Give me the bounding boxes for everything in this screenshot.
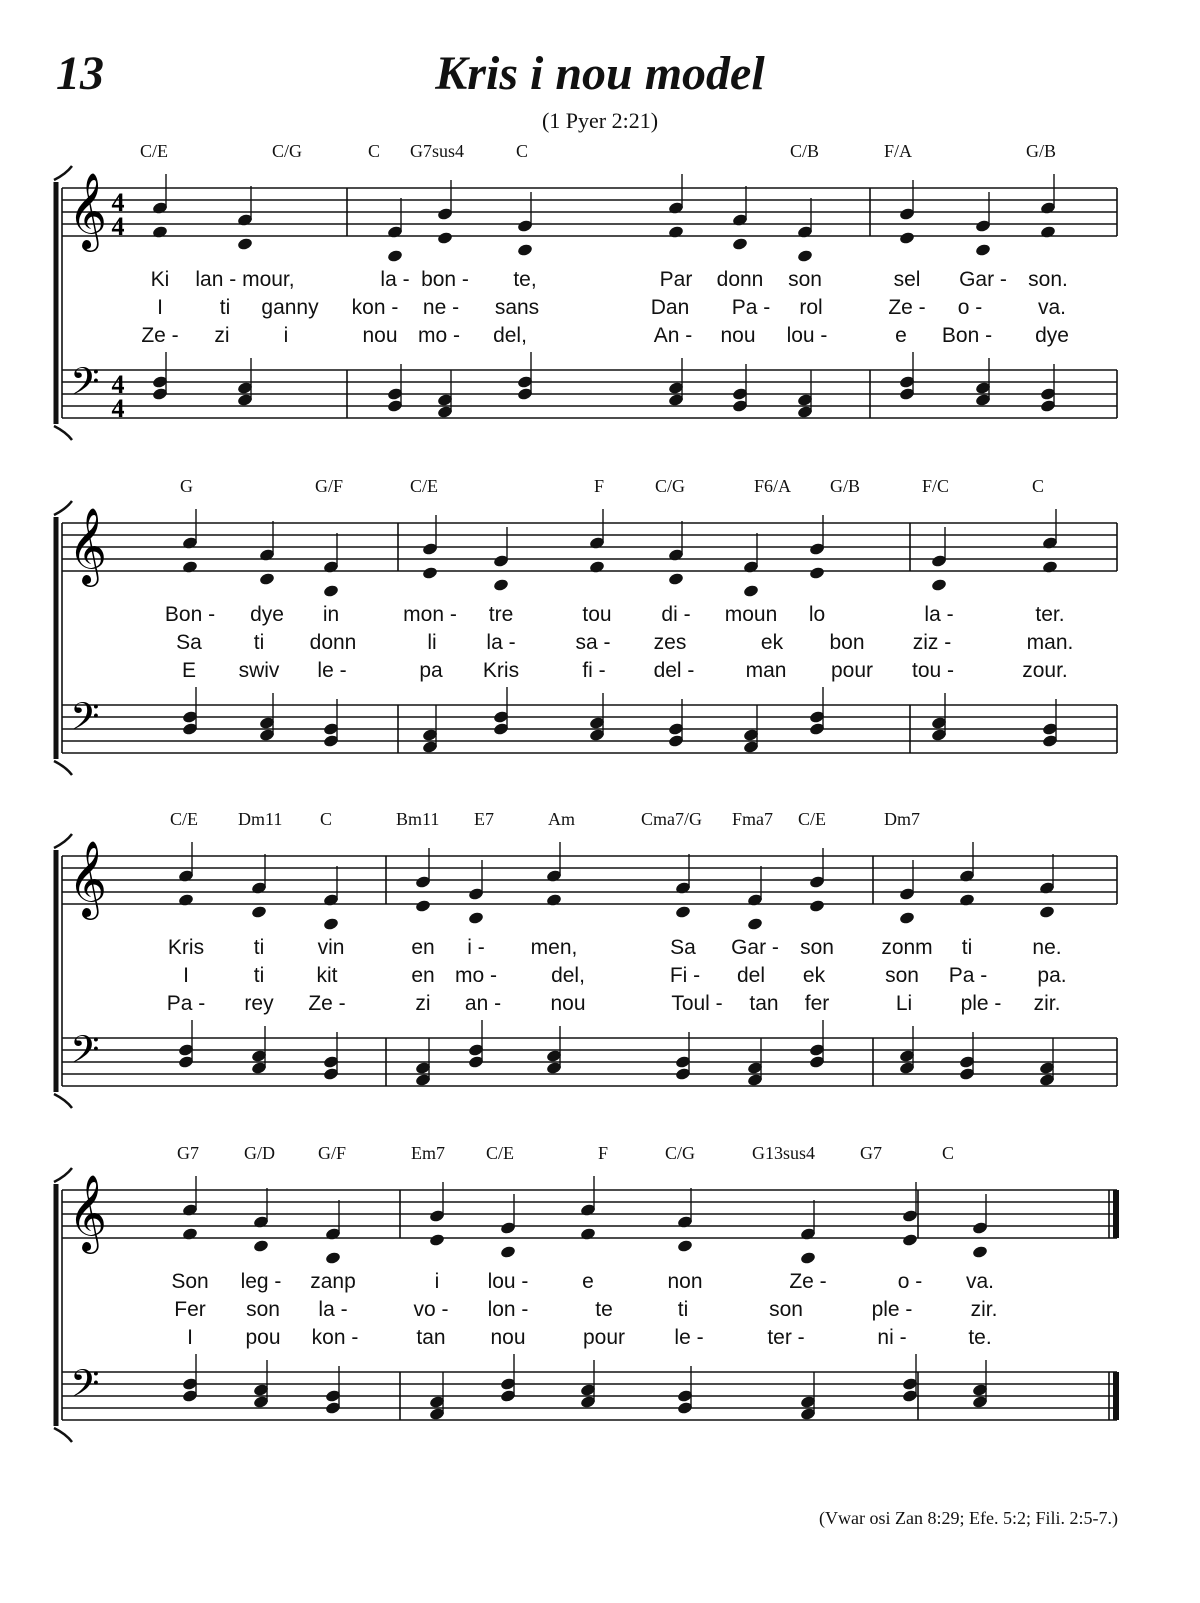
lyric-verse-1-syllable: lan - mour, (195, 268, 295, 291)
lyric-verse-2-syllable: Fer (174, 1298, 206, 1321)
chord-symbol: G7 (860, 1143, 882, 1163)
chord-symbol: F (594, 476, 605, 496)
chord-symbol: G/D (244, 1143, 275, 1163)
chord-symbol: G (180, 476, 193, 496)
treble-notehead (899, 911, 916, 925)
lyric-verse-2-syllable: donn (309, 631, 357, 654)
lyric-verse-2-syllable: del (736, 964, 766, 987)
chord-symbol: C/B (790, 141, 820, 161)
bass-clef-icon: 𝄢 (70, 1027, 100, 1081)
treble-notehead (1039, 905, 1056, 919)
lyric-verse-1-syllable: Gar - (731, 936, 779, 959)
music-system-3 (0, 808, 1200, 1128)
lyric-verse-3-syllable: zi (415, 992, 431, 1015)
treble-notehead (253, 1239, 270, 1253)
lyric-verse-2-syllable: ne - (422, 296, 460, 319)
treble-notehead (975, 243, 992, 257)
treble-notehead (517, 243, 534, 257)
lyric-verse-3-syllable: lou - (786, 324, 828, 347)
music-system-2 (0, 475, 1200, 795)
treble-notehead (959, 893, 976, 907)
chord-symbol: G/B (830, 476, 861, 496)
treble-notehead (677, 1239, 694, 1253)
hymn-title: Kris i nou model (435, 47, 765, 100)
treble-notehead (797, 249, 814, 263)
lyric-verse-1-syllable: bon - (421, 268, 469, 291)
chord-symbol: F (598, 1143, 609, 1163)
lyric-verse-1-syllable: vin (317, 936, 345, 959)
lyric-verse-2-syllable: man. (1026, 631, 1074, 654)
chord-symbol: Bm11 (396, 809, 440, 829)
lyric-verse-2-syllable: ti (253, 631, 265, 654)
lyric-verse-3-syllable: Toul - (671, 992, 723, 1015)
chord-symbol: Em7 (411, 1143, 445, 1163)
lyric-verse-2-syllable: Pa - (731, 296, 771, 319)
lyric-verse-2-syllable: zir. (970, 1298, 998, 1321)
chord-symbol: C (516, 141, 529, 161)
lyric-verse-3-syllable: man (745, 659, 787, 682)
time-signature-denominator: 4 (111, 212, 125, 241)
lyric-verse-1-syllable: leg - (240, 1270, 282, 1293)
lyric-verse-3-syllable: an - (464, 992, 502, 1015)
chord-symbol: Dm11 (238, 809, 283, 829)
lyric-verse-3-syllable: te. (968, 1326, 992, 1349)
lyric-verse-2-syllable: Pa - (948, 964, 988, 987)
lyric-verse-1-syllable: tre (488, 603, 514, 626)
chord-symbol: F/C (922, 476, 950, 496)
lyric-verse-2-syllable: ziz - (912, 631, 952, 654)
chord-symbol: G/F (315, 476, 344, 496)
lyric-verse-3-syllable: mo - (418, 324, 460, 347)
lyric-verse-3-syllable: rey (244, 992, 274, 1015)
lyric-verse-1-syllable: i (434, 1270, 440, 1293)
bass-clef-icon: 𝄢 (70, 359, 100, 413)
treble-notehead (259, 572, 276, 586)
lyric-verse-2-syllable: sans (494, 296, 540, 319)
treble-notehead (437, 231, 454, 245)
lyric-verse-2-syllable: ti (253, 964, 265, 987)
lyric-verse-1-syllable: son (788, 268, 822, 291)
bass-clef-icon: 𝄢 (70, 1361, 100, 1415)
lyric-verse-2-syllable: I (157, 296, 163, 319)
lyric-verse-1-syllable: Ki (150, 268, 170, 291)
treble-notehead (429, 1233, 446, 1247)
treble-notehead (668, 225, 685, 239)
lyric-verse-2-syllable: zes (653, 631, 687, 654)
treble-notehead (809, 899, 826, 913)
lyric-verse-1-syllable: son. (1028, 268, 1068, 291)
chord-symbol: F/A (884, 141, 913, 161)
treble-clef-icon: 𝄞 (68, 1174, 108, 1251)
treble-notehead (902, 1233, 919, 1247)
lyric-verse-2-syllable: ek (760, 631, 784, 654)
lyric-verse-3-syllable: An - (653, 324, 693, 347)
lyric-verse-3-syllable: zi (214, 324, 230, 347)
lyric-verse-3-syllable: I (187, 1326, 193, 1349)
treble-notehead (589, 560, 606, 574)
lyric-verse-1-syllable: men, (530, 936, 578, 959)
lyric-verse-1-syllable: lo (808, 603, 826, 626)
chord-symbol: F6/A (754, 476, 792, 496)
lyric-verse-1-syllable: va. (965, 1270, 995, 1293)
chord-symbol: G/B (1026, 141, 1057, 161)
chord-symbol: Dm7 (884, 809, 920, 829)
chord-symbol: C (320, 809, 333, 829)
chord-symbol: G13sus4 (752, 1143, 816, 1163)
lyric-verse-2-syllable: del, (551, 964, 585, 987)
bass-clef-icon: 𝄢 (70, 694, 100, 748)
lyric-verse-3-syllable: ter - (767, 1326, 805, 1349)
lyric-verse-1-syllable: Kris (167, 936, 205, 959)
lyric-verse-2-syllable: la - (486, 631, 516, 654)
lyric-verse-3-syllable: le - (317, 659, 347, 682)
chord-symbol: G/F (318, 1143, 347, 1163)
chord-symbol: G7sus4 (410, 141, 465, 161)
lyric-verse-1-syllable: Gar - (959, 268, 1007, 291)
treble-notehead (800, 1251, 817, 1265)
treble-notehead (251, 905, 268, 919)
treble-notehead (152, 225, 169, 239)
lyric-verse-2-syllable: vo - (413, 1298, 449, 1321)
lyric-verse-1-syllable: in (322, 603, 340, 626)
lyric-verse-1-syllable: dye (250, 603, 284, 626)
treble-notehead (1042, 560, 1059, 574)
lyric-verse-3-syllable: nou (362, 324, 398, 347)
lyric-verse-1-syllable: donn (716, 268, 764, 291)
lyric-verse-1-syllable: la - (380, 268, 410, 291)
lyric-verse-1-syllable: te, (513, 268, 537, 291)
staff-lines (0, 808, 1200, 1128)
treble-notehead (580, 1227, 597, 1241)
lyric-verse-3-syllable: ni - (877, 1326, 907, 1349)
music-system-1 (0, 140, 1200, 460)
treble-clef-icon: 𝄞 (68, 507, 108, 584)
treble-notehead (182, 560, 199, 574)
lyric-verse-1-syllable: Sa (670, 936, 696, 959)
lyric-verse-3-syllable: pa (419, 659, 443, 682)
lyric-verse-3-syllable: zour. (1022, 659, 1068, 682)
lyric-verse-2-syllable: son (769, 1298, 803, 1321)
lyric-verse-3-syllable: e (895, 324, 907, 347)
treble-notehead (422, 566, 439, 580)
treble-notehead (325, 1251, 342, 1265)
treble-notehead (931, 578, 948, 592)
lyric-verse-3-syllable: Ze - (141, 324, 179, 347)
lyric-verse-2-syllable: pa. (1037, 964, 1067, 987)
lyric-verse-2-syllable: kit (316, 964, 338, 987)
lyric-verse-2-syllable: lon - (487, 1298, 529, 1321)
lyric-verse-1-syllable: lou - (487, 1270, 529, 1293)
lyric-verse-1-syllable: ti (253, 936, 265, 959)
lyric-verse-2-syllable: o - (957, 296, 983, 319)
chord-symbol: C/E (486, 1143, 515, 1163)
lyric-verse-2-syllable: ple - (871, 1298, 913, 1321)
lyric-verse-1-syllable: sel (893, 268, 921, 291)
treble-notehead (732, 237, 749, 251)
treble-notehead (546, 893, 563, 907)
treble-notehead (237, 237, 254, 251)
treble-notehead (972, 1245, 989, 1259)
lyric-verse-3-syllable: kon - (311, 1326, 359, 1349)
chord-symbol: C/G (665, 1143, 696, 1163)
lyric-verse-3-syllable: del - (653, 659, 695, 682)
lyric-verse-1-syllable: i - (467, 936, 485, 959)
lyric-verse-2-syllable: Dan (650, 296, 690, 319)
treble-notehead (747, 917, 764, 931)
lyric-verse-2-syllable: I (183, 964, 189, 987)
lyric-verse-2-syllable: ti (677, 1298, 689, 1321)
chord-symbol: Fma7 (732, 809, 774, 829)
lyric-verse-3-syllable: dye (1035, 324, 1069, 347)
lyric-verse-1-syllable: Par (659, 268, 693, 291)
chord-symbol: C/G (272, 141, 303, 161)
lyric-verse-2-syllable: rol (799, 296, 823, 319)
lyric-verse-2-syllable: en (411, 964, 435, 987)
lyric-verse-1-syllable: ti (961, 936, 973, 959)
lyric-verse-2-syllable: kon - (351, 296, 399, 319)
time-signature-denominator: 4 (111, 394, 125, 423)
treble-notehead (387, 249, 404, 263)
lyric-verse-2-syllable: mo - (455, 964, 497, 987)
lyric-verse-2-syllable: Ze - (888, 296, 926, 319)
lyric-verse-3-syllable: pou (245, 1326, 281, 1349)
lyric-verse-3-syllable: ple - (960, 992, 1002, 1015)
lyric-verse-2-syllable: son (885, 964, 919, 987)
chord-symbol: C (368, 141, 381, 161)
lyric-verse-1-syllable: ne. (1032, 936, 1062, 959)
lyric-verse-3-syllable: Ze - (308, 992, 346, 1015)
treble-notehead (899, 231, 916, 245)
treble-notehead (493, 578, 510, 592)
lyric-verse-3-syllable: tan (416, 1326, 446, 1349)
lyric-verse-3-syllable: fer (804, 992, 830, 1015)
lyric-verse-2-syllable: son (246, 1298, 280, 1321)
treble-clef-icon: 𝄞 (68, 172, 108, 249)
cross-references: (Vwar osi Zan 8:29; Efe. 5:2; Fili. 2:5-7.) (819, 1508, 1118, 1528)
lyric-verse-3-syllable: fi - (582, 659, 606, 682)
treble-notehead (809, 566, 826, 580)
lyric-verse-3-syllable: swiv (238, 659, 280, 682)
lyric-verse-3-syllable: pour (582, 1326, 626, 1349)
treble-notehead (182, 1227, 199, 1241)
chord-symbol: G7 (177, 1143, 199, 1163)
lyric-verse-2-syllable: li (427, 631, 437, 654)
lyric-verse-1-syllable: zanp (310, 1270, 356, 1293)
treble-notehead (178, 893, 195, 907)
lyric-verse-2-syllable: ek (802, 964, 826, 987)
hymn-number: 13 (56, 47, 104, 100)
lyric-verse-1-syllable: Son (171, 1270, 209, 1293)
treble-notehead (323, 917, 340, 931)
lyric-verse-3-syllable: Li (895, 992, 913, 1015)
lyric-verse-1-syllable: en (411, 936, 435, 959)
time-signature-numerator: 4 (111, 188, 125, 217)
lyric-verse-3-syllable: Kris (482, 659, 520, 682)
music-system-4 (0, 1142, 1200, 1462)
lyric-verse-1-syllable: Bon - (164, 603, 216, 626)
staff-lines (0, 140, 1200, 460)
lyric-verse-2-syllable: sa - (575, 631, 611, 654)
lyric-verse-2-syllable: va. (1037, 296, 1067, 319)
chord-symbol: Cma7/G (641, 809, 702, 829)
chord-symbol: E7 (474, 809, 494, 829)
lyric-verse-1-syllable: moun (724, 603, 778, 626)
treble-notehead (743, 584, 760, 598)
chord-symbol: C (942, 1143, 955, 1163)
lyric-verse-1-syllable: e (582, 1270, 594, 1293)
lyric-verse-3-syllable: le - (674, 1326, 704, 1349)
lyric-verse-3-syllable: nou (550, 992, 586, 1015)
lyric-verse-1-syllable: zonm (881, 936, 933, 959)
lyric-verse-3-syllable: zir. (1033, 992, 1061, 1015)
lyric-verse-3-syllable: tou - (911, 659, 955, 682)
lyric-verse-2-syllable: Sa (176, 631, 202, 654)
lyric-verse-2-syllable: ti (219, 296, 231, 319)
lyric-verse-1-syllable: tou (582, 603, 612, 626)
lyric-verse-3-syllable: E (181, 659, 197, 682)
treble-notehead (415, 899, 432, 913)
lyric-verse-2-syllable: ganny (261, 296, 319, 319)
lyric-verse-3-syllable: del, (493, 324, 527, 347)
lyric-verse-2-syllable: bon (829, 631, 865, 654)
lyric-verse-3-syllable: Pa - (166, 992, 206, 1015)
lyric-verse-3-syllable: Bon - (941, 324, 993, 347)
chord-symbol: Am (548, 809, 575, 829)
chord-symbol: C/G (655, 476, 686, 496)
lyric-verse-1-syllable: Ze - (789, 1270, 827, 1293)
lyric-verse-2-syllable: te (595, 1298, 613, 1321)
lyric-verse-2-syllable: Fi - (669, 964, 701, 987)
lyric-verse-1-syllable: son (800, 936, 834, 959)
lyric-verse-1-syllable: la - (924, 603, 954, 626)
chord-symbol: C/E (170, 809, 199, 829)
treble-notehead (668, 572, 685, 586)
treble-notehead (675, 905, 692, 919)
lyric-verse-2-syllable: la - (318, 1298, 348, 1321)
lyric-verse-3-syllable: i (283, 324, 289, 347)
chord-symbol: C/E (798, 809, 827, 829)
lyric-verse-1-syllable: o - (897, 1270, 923, 1293)
time-signature-numerator: 4 (111, 370, 125, 399)
lyric-verse-1-syllable: non (667, 1270, 703, 1293)
chord-symbol: C/E (140, 141, 169, 161)
lyric-verse-3-syllable: nou (720, 324, 756, 347)
treble-notehead (500, 1245, 517, 1259)
treble-clef-icon: 𝄞 (68, 840, 108, 917)
treble-notehead (323, 584, 340, 598)
lyric-verse-3-syllable: pour (830, 659, 874, 682)
chord-symbol: C/E (410, 476, 439, 496)
lyric-verse-1-syllable: di - (661, 603, 691, 626)
lyric-verse-3-syllable: nou (490, 1326, 526, 1349)
treble-notehead (1040, 225, 1057, 239)
chord-symbol: C (1032, 476, 1045, 496)
lyric-verse-1-syllable: ter. (1035, 603, 1065, 626)
scripture-reference: (1 Pyer 2:21) (541, 108, 659, 133)
lyric-verse-3-syllable: tan (749, 992, 779, 1015)
treble-notehead (468, 911, 485, 925)
lyric-verse-1-syllable: mon - (403, 603, 457, 626)
